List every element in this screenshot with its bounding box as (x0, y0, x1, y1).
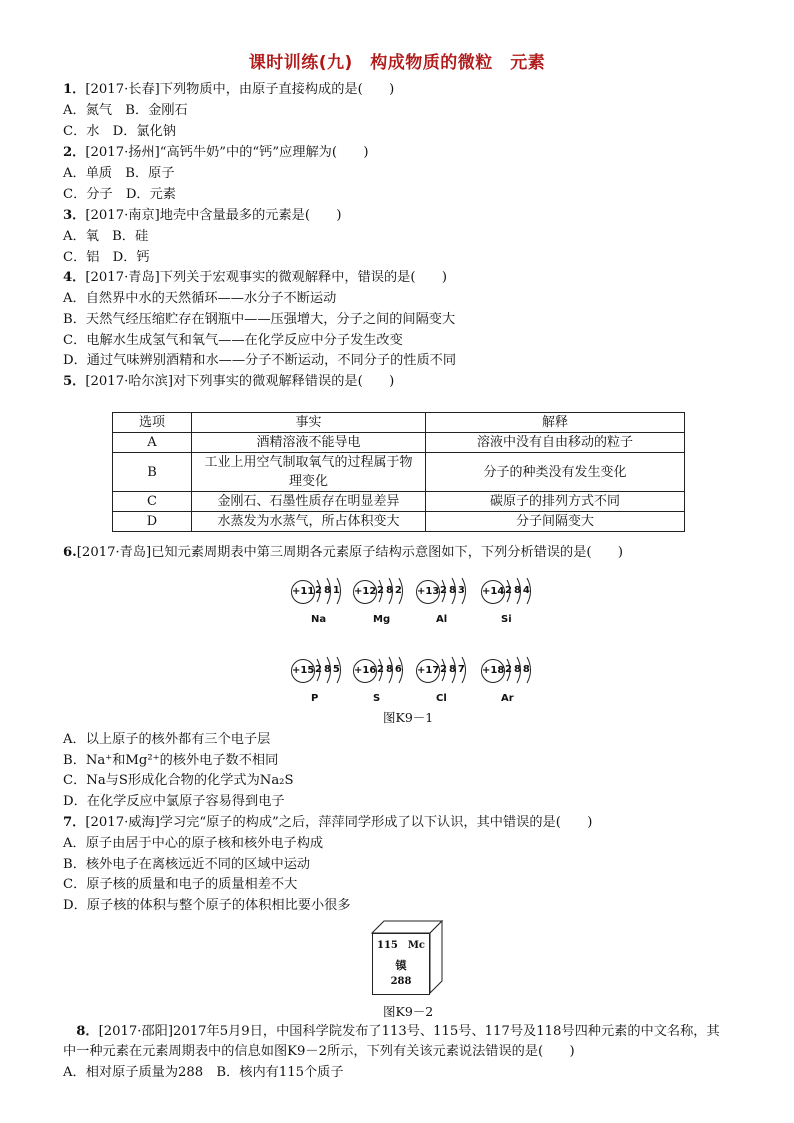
table-cell (192, 453, 426, 492)
table-cell: A (113, 433, 192, 453)
atom-shells: 283 (440, 585, 467, 596)
table-row (113, 492, 685, 512)
element-name: 镆 (395, 959, 407, 972)
atom-shells: 285 (315, 664, 342, 675)
q3-options-cd: C．铝 D．钙 (63, 250, 150, 265)
q1-options-ab: A．氮气 B．金刚石 (63, 103, 188, 118)
table-header: 选项 (113, 413, 192, 433)
table-cell: 分子的种类没有发生变化 (426, 453, 685, 492)
atom-nucleus: +15 (291, 659, 315, 683)
q4-option-b: B．天然气经压缩贮存在钢瓶中——压强增大，分子之间的间隔变大 (63, 312, 456, 327)
table-cell: 水蒸发为水蒸气，所占体积变大 (192, 512, 426, 532)
table-row (113, 512, 685, 532)
atom-shells: 286 (377, 664, 404, 675)
atom-shells: 287 (440, 664, 467, 675)
q7-option-a: A．原子由居于中心的原子核和核外电子构成 (63, 836, 324, 851)
q6-stem: 6.[2017·青岛]已知元素周期表中第三周期各元素原子结构示意图如下，下列分析错误的是( ) (63, 545, 624, 560)
table-header: 解释 (426, 413, 685, 433)
q7-option-d: D．原子核的体积与整个原子的体积相比要小很多 (63, 898, 351, 913)
q1-options-cd: C．水 D．氯化钠 (63, 124, 176, 139)
atom-symbol: Na (311, 614, 327, 625)
atom-shells: 288 (505, 664, 532, 675)
atom-mg (353, 576, 413, 626)
q4-option-a: A．自然界中水的天然循环——水分子不断运动 (63, 291, 337, 306)
q8-stem-line2: 中一种元素在元素周期表中的信息如图K9－2所示，下列有关该元素说法错误的是( ) (63, 1044, 575, 1059)
atomic-mass: 288 (390, 976, 412, 987)
table-row (113, 433, 685, 453)
figure-caption-k9-2: 图K9－2 (383, 1004, 434, 1019)
atom-ar (481, 655, 541, 705)
atom-cl (416, 655, 476, 705)
atom-na (291, 576, 351, 626)
element-cube-figure (366, 919, 446, 999)
table-cell: 酒精溶液不能导电 (192, 433, 426, 453)
q2-options-ab: A．单质 B．原子 (63, 166, 175, 181)
atom-shells: 281 (315, 585, 342, 596)
atom-symbol: Mg (373, 614, 391, 625)
atom-symbol: Ar (501, 693, 514, 704)
table-cell: 溶液中没有自由移动的粒子 (426, 433, 685, 453)
atom-al (416, 576, 476, 626)
atom-nucleus: +11 (291, 580, 315, 604)
element-card (372, 933, 430, 995)
q8-options-ab: A．相对原子质量为288 B．核内有115个质子 (63, 1065, 344, 1080)
atom-nucleus: +16 (353, 659, 377, 683)
q2-stem: 2．[2017·扬州]“高钙牛奶”中的“钙”应理解为( ) (63, 145, 369, 160)
atom-s (353, 655, 413, 705)
q4-option-d: D．通过气味辨别酒精和水——分子不断运动，不同分子的性质不同 (63, 353, 457, 368)
atom-nucleus: +13 (416, 580, 440, 604)
atom-shells: 282 (377, 585, 404, 596)
element-symbol: Mc (407, 940, 425, 951)
table-cell-line: 理变化 (288, 474, 328, 489)
q7-stem: 7．[2017·威海]学习完“原子的构成”之后，萍萍同学形成了以下认识，其中错误的是( ) (63, 815, 593, 830)
atom-symbol: P (311, 693, 319, 704)
table-cell: 金刚石、石墨性质存在明显差异 (192, 492, 426, 512)
figure-caption-k9-1: 图K9－1 (383, 710, 434, 725)
q3-options-ab: A．氧 B．硅 (63, 229, 149, 244)
q6-option-a: A．以上原子的核外都有三个电子层 (63, 732, 271, 747)
table-row (113, 453, 685, 492)
atom-nucleus: +12 (353, 580, 377, 604)
atom-nucleus: +18 (481, 659, 505, 683)
q2-options-cd: C．分子 D．元素 (63, 187, 176, 202)
q6-option-b: B．Na⁺和Mg²⁺的核外电子数不相同 (63, 753, 279, 768)
q4-stem: 4．[2017·青岛]下列关于宏观事实的微观解释中，错误的是( ) (63, 270, 448, 285)
table-header-row (113, 413, 685, 433)
atom-symbol: Cl (436, 693, 447, 704)
q5-table (112, 412, 685, 532)
atom-symbol: S (373, 693, 381, 704)
atom-nucleus: +17 (416, 659, 440, 683)
table-cell-line: 工业上用空气制取氧气的过程属于物 (204, 455, 413, 470)
table-header: 事实 (192, 413, 426, 433)
q7-option-b: B．核外电子在离核远近不同的区域中运动 (63, 857, 311, 872)
q4-option-c: C．电解水生成氢气和氧气——在化学反应中分子发生改变 (63, 333, 403, 348)
atom-p (291, 655, 351, 705)
atom-shells: 284 (505, 585, 532, 596)
q8-stem-line1: 8．[2017·邵阳]2017年5月9日，中国科学院发布了113号、115号、117号及118号四种元素的中文名称，其 (76, 1024, 720, 1039)
atom-si (481, 576, 541, 626)
q3-stem: 3．[2017·南京]地壳中含量最多的元素是( ) (63, 208, 342, 223)
table-cell: 分子间隔变大 (426, 512, 685, 532)
atom-structure-diagram (285, 576, 545, 706)
atom-symbol: Al (436, 614, 448, 625)
table-cell: D (113, 512, 192, 532)
table-cell: B (113, 453, 192, 492)
atomic-number: 115 (377, 940, 398, 951)
q5-stem: 5．[2017·哈尔滨]对下列事实的微观解释错误的是( ) (63, 374, 395, 389)
q6-option-c: C．Na与S形成化合物的化学式为Na₂S (63, 773, 294, 788)
atom-nucleus: +14 (481, 580, 505, 604)
q1-stem: 1．[2017·长春]下列物质中，由原子直接构成的是( ) (63, 82, 395, 97)
q7-option-c: C．原子核的质量和电子的质量相差不大 (63, 877, 298, 892)
q6-option-d: D．在化学反应中氯原子容易得到电子 (63, 794, 285, 809)
atom-symbol: Si (501, 614, 512, 625)
table-cell: 碳原子的排列方式不同 (426, 492, 685, 512)
page-title: 课时训练(九) 构成物质的微粒 元素 (248, 53, 546, 73)
table-cell: C (113, 492, 192, 512)
